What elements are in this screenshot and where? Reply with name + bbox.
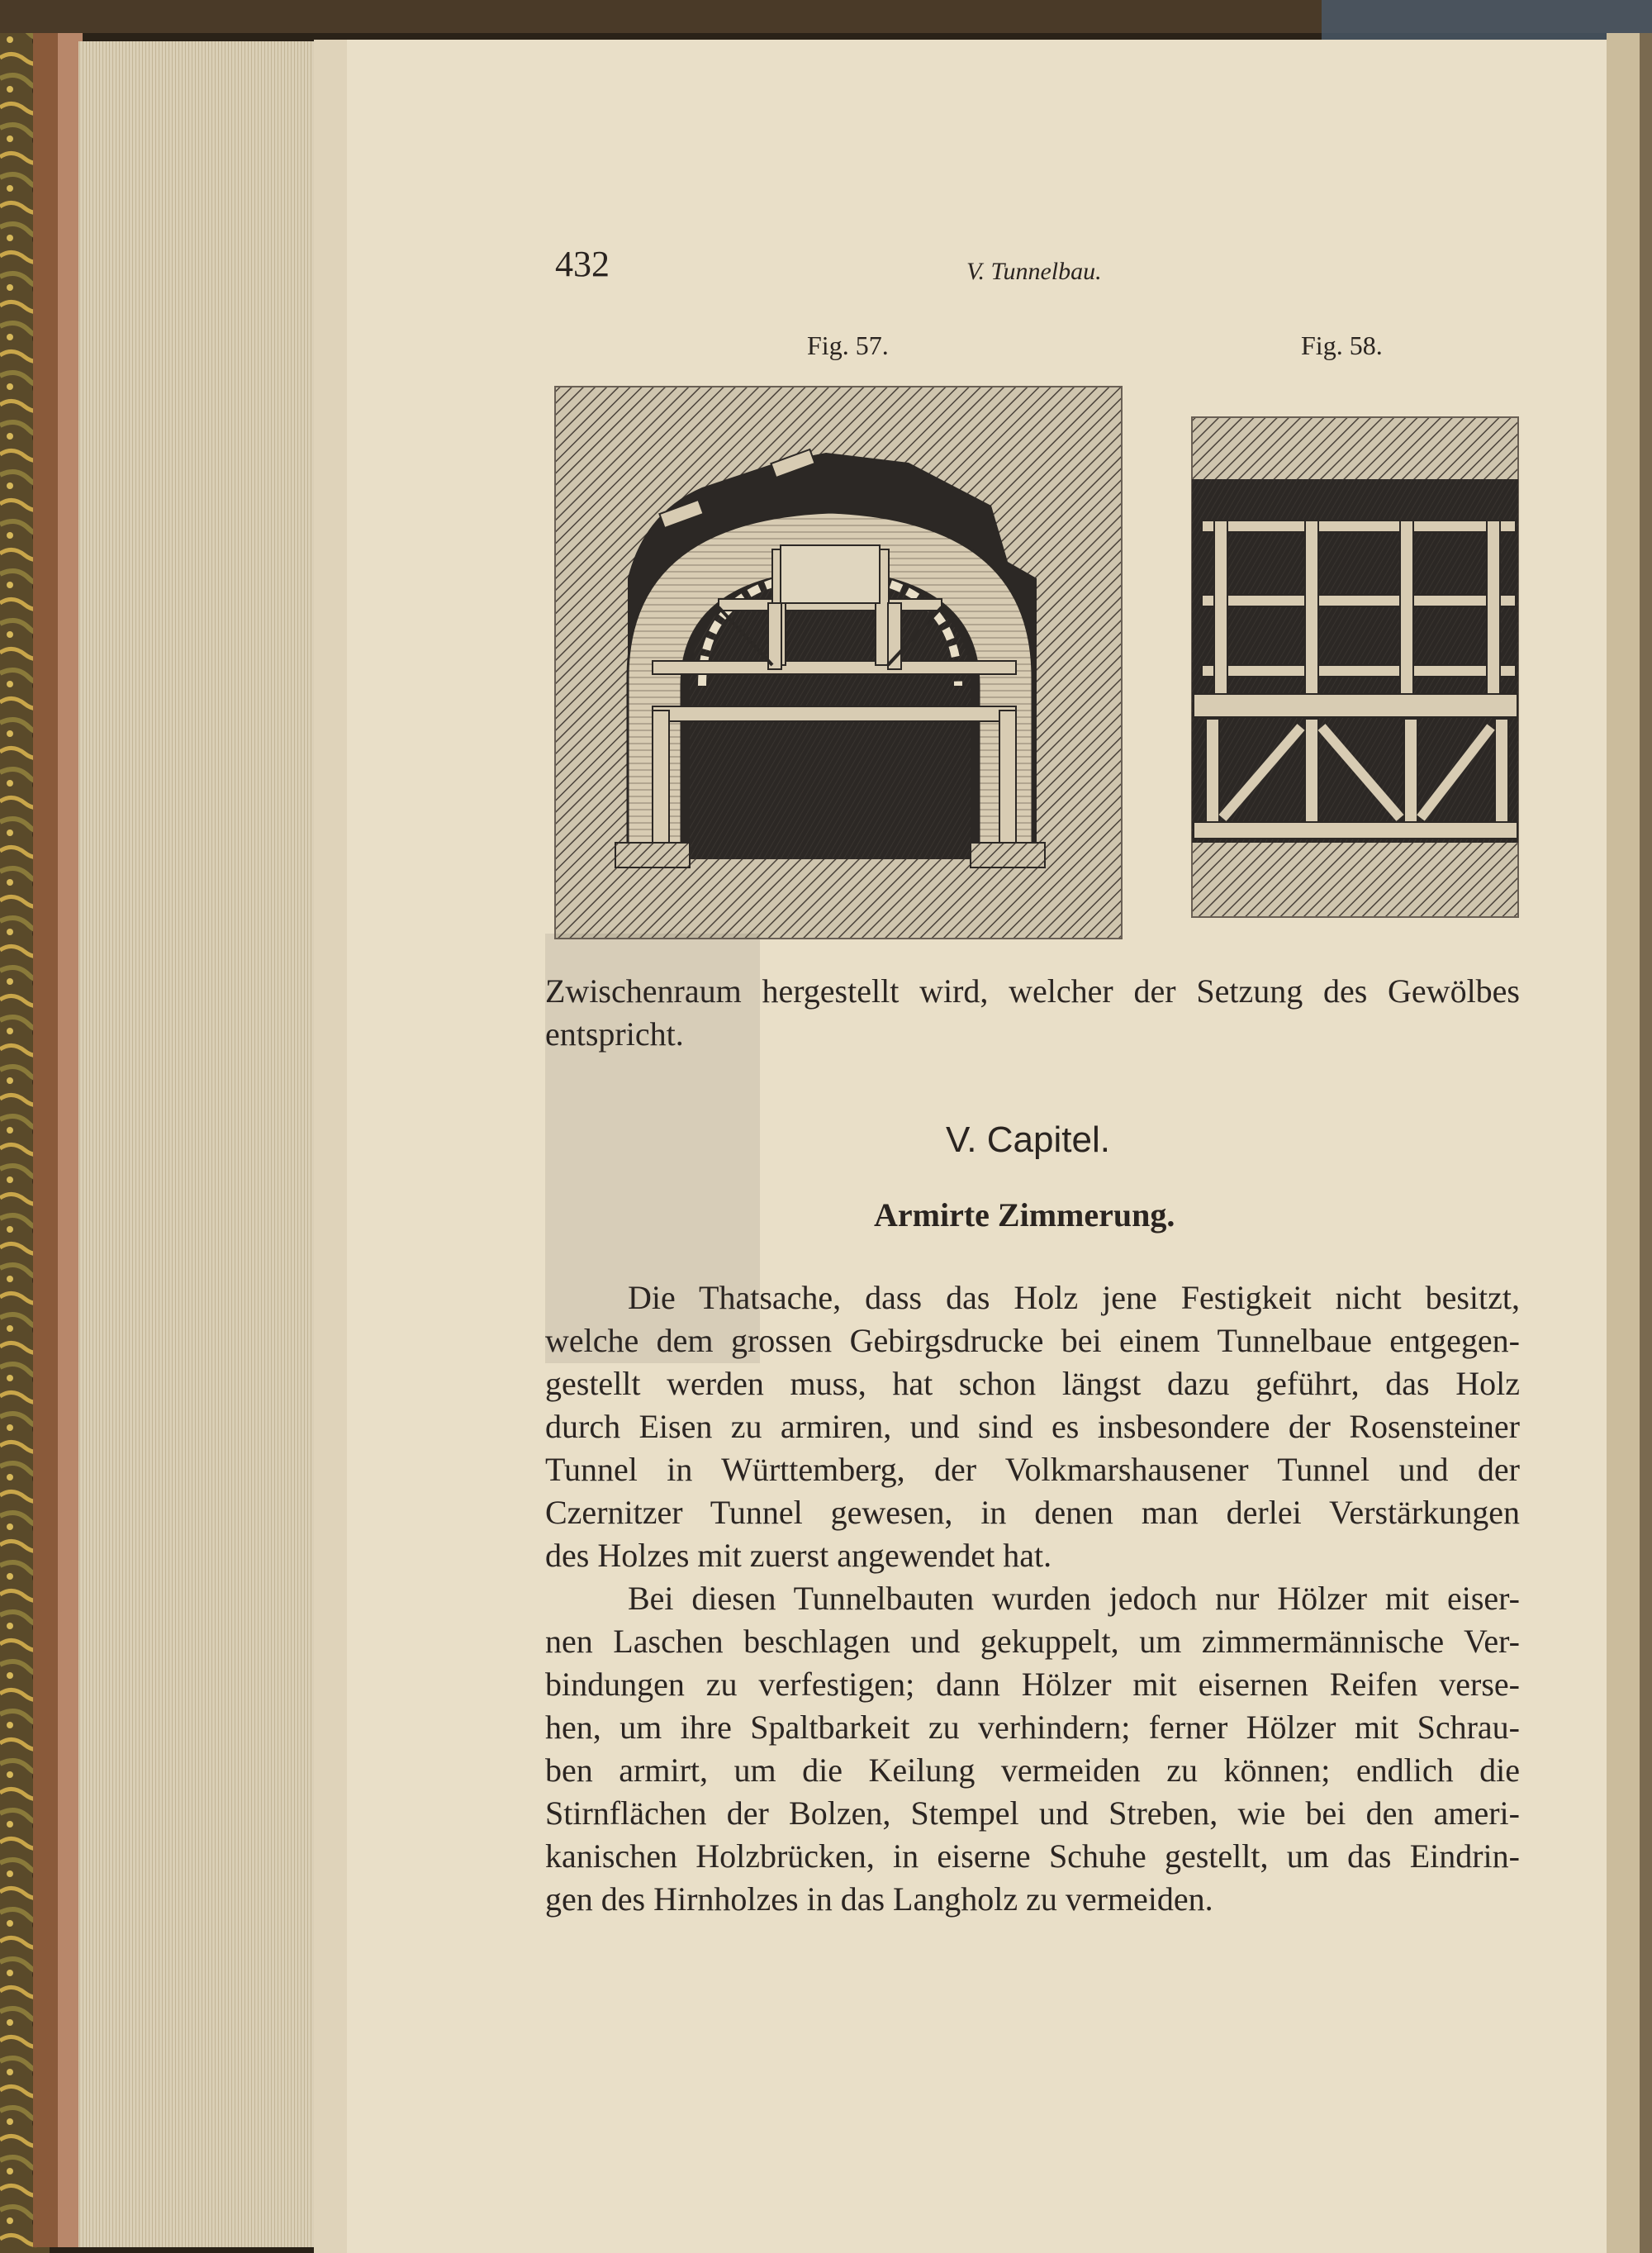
paragraph-line: nen Laschen beschlagen und gekuppelt, um zimmermännische Ver-	[545, 1623, 1520, 1660]
paragraph-line: hen, um ihre Spaltbarkeit zu verhindern; ferner Hölzer mit Schrau-	[545, 1709, 1520, 1746]
paragraph-line: Tunnel in Württemberg, der Volkmarshausener Tunnel und der	[545, 1451, 1520, 1488]
paragraph-line: Die Thatsache, dass das Holz jene Festigkeit nicht besitzt,	[628, 1279, 1520, 1316]
continuation-line: entspricht.	[545, 1015, 684, 1053]
paragraph-line: gen des Hirnholzes in das Langholz zu vermeiden.	[545, 1880, 1213, 1918]
paragraph-line: ben armirt, um die Keilung vermeiden zu können; endlich die	[545, 1752, 1520, 1789]
page-number: 432	[555, 244, 610, 284]
running-head: V. Tunnelbau.	[966, 258, 1102, 285]
figure-58-drawing	[1192, 417, 1518, 917]
paragraph-line: bindungen zu verfestigen; dann Hölzer mit eisernen Reifen verse-	[545, 1666, 1520, 1703]
figure-57-drawing	[555, 387, 1122, 939]
paragraph-line: des Holzes mit zuerst angewendet hat.	[545, 1537, 1052, 1574]
paragraph-line: Bei diesen Tunnelbauten wurden jedoch nur Hölzer mit eiser-	[628, 1580, 1520, 1617]
paragraph-line: Stirnflächen der Bolzen, Stempel und Streben, wie bei den ameri-	[545, 1794, 1520, 1832]
paragraph-line: welche dem grossen Gebirgsdrucke bei einem Tunnelbaue entgegen-	[545, 1322, 1520, 1359]
paragraph-line: Czernitzer Tunnel gewesen, in denen man derlei Verstärkungen	[545, 1494, 1520, 1531]
continuation-line: Zwischenraum hergestellt wird, welcher der Setzung des Gewölbes	[545, 972, 1520, 1010]
page-edges	[78, 41, 318, 2247]
figure-58-caption: Fig. 58.	[1301, 330, 1383, 360]
paragraph-line: kanischen Holzbrücken, in eiserne Schuhe gestellt, um das Eindrin-	[545, 1837, 1520, 1875]
figure-57-caption: Fig. 57.	[807, 330, 889, 360]
chapter-title: Armirte Zimmerung.	[874, 1196, 1175, 1233]
paragraph-line: durch Eisen zu armiren, und sind es insbesondere der Rosensteiner	[545, 1408, 1520, 1445]
chapter-number: V. Capitel.	[946, 1119, 1110, 1160]
paragraph-line: gestellt werden muss, hat schon längst dazu geführt, das Holz	[545, 1365, 1520, 1402]
